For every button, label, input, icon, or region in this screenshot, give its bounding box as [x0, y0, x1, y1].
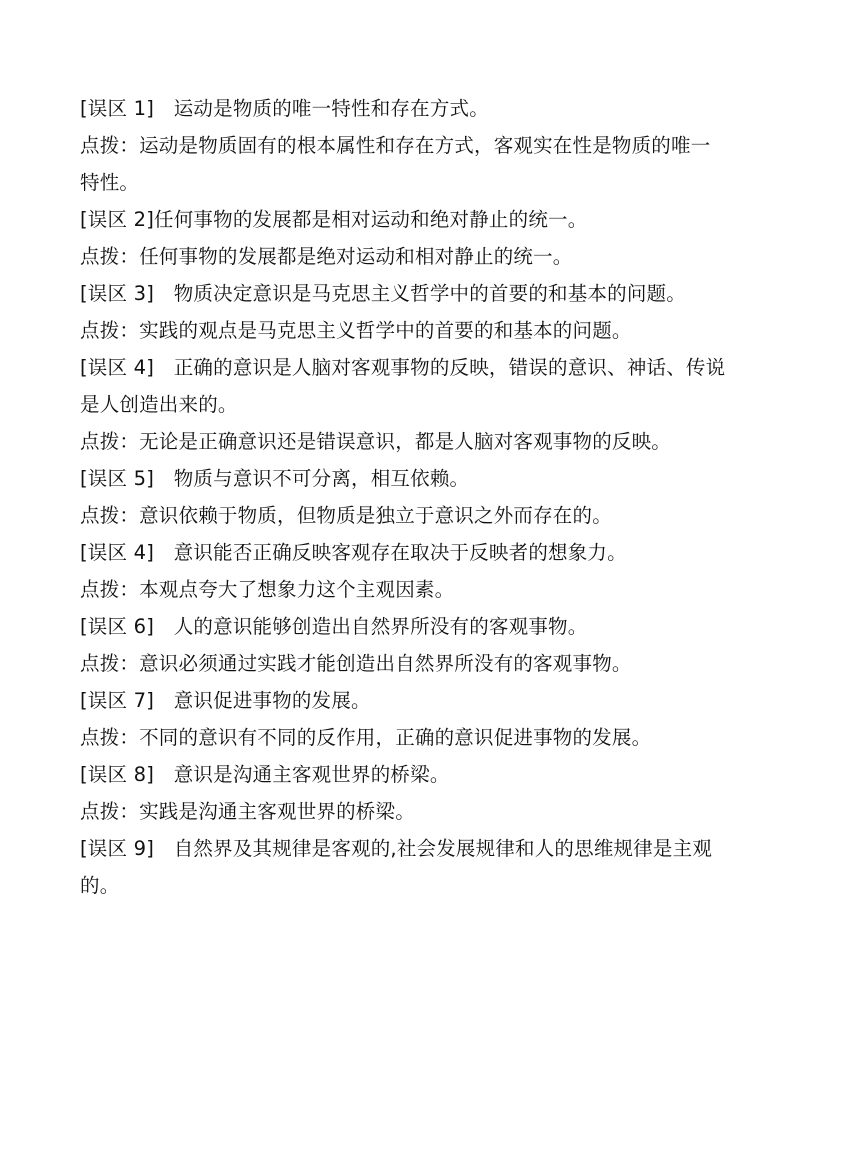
misconception-3-line: [80, 275, 800, 312]
misconception-text: 意识能否正确反映客观存在取决于反映者的想象力。: [173, 541, 627, 564]
misconception-tag: [误区 4]: [80, 541, 155, 564]
hint-5-line: [80, 497, 800, 534]
misconception-text: 的。: [80, 874, 120, 897]
tag-separator: [154, 541, 174, 564]
hint-tag: 点拨：: [80, 504, 140, 527]
hint-tag: 点拨：: [80, 430, 140, 453]
hint-3-line: [80, 312, 800, 349]
misconception-text: 任何事物的发展都是相对运动和绝对静止的统一。: [154, 208, 588, 231]
misconception-text: 意识是沟通主客观世界的桥梁。: [173, 763, 450, 786]
hint-4-line: [80, 423, 800, 460]
hint-6-line: [80, 645, 800, 682]
misconception-text: 运动是物质的唯一特性和存在方式。: [173, 97, 489, 120]
tag-separator: [154, 837, 174, 860]
misconception-text: 物质与意识不可分离，相互依赖。: [173, 467, 470, 490]
hint-1-line: [80, 127, 800, 164]
misconception-tag: [误区 8]: [80, 763, 155, 786]
hint-text: 不同的意识有不同的反作用，正确的意识促进事物的发展。: [139, 726, 652, 749]
misconception-4-continuation: [80, 386, 800, 423]
misconception-8-line: [80, 756, 800, 793]
tag-separator: [154, 689, 174, 712]
hint-tag: 点拨：: [80, 726, 140, 749]
misconception-tag: [误区 1]: [80, 97, 155, 120]
misconception-text: 是人创造出来的。: [80, 393, 238, 416]
misconception-tag: [误区 7]: [80, 689, 155, 712]
misconception-4-line: [80, 349, 800, 386]
tag-separator: [154, 282, 174, 305]
misconception-text: 正确的意识是人脑对客观事物的反映，错误的意识、神话、传说: [173, 356, 726, 379]
hint-tag: 点拨：: [80, 800, 140, 823]
hint-tag: 点拨：: [80, 578, 140, 601]
hint-text: 运动是物质固有的根本属性和存在方式，客观实在性是物质的唯一: [139, 134, 711, 157]
misconception-text: 人的意识能够创造出自然界所没有的客观事物。: [173, 615, 588, 638]
hint-text: 意识必须通过实践才能创造出自然界所没有的客观事物。: [139, 652, 632, 675]
tag-separator: [154, 467, 174, 490]
hint-text: 实践的观点是马克思主义哲学中的首要的和基本的问题。: [139, 319, 632, 342]
hint-text: 实践是沟通主客观世界的桥梁。: [139, 800, 415, 823]
hint-8-line: [80, 793, 800, 830]
hint-7-line: [80, 719, 800, 756]
misconception-9-line: [80, 830, 800, 867]
misconception-4b-line: [80, 534, 800, 571]
misconception-text: 自然界及其规律是客观的,社会发展规律和人的思维规律是主观: [173, 837, 713, 860]
hint-tag: 点拨：: [80, 245, 140, 268]
tag-separator: [154, 97, 174, 120]
misconception-2-line: [80, 201, 800, 238]
misconception-text: 物质决定意识是马克思主义哲学中的首要的和基本的问题。: [173, 282, 686, 305]
misconception-tag: [误区 2]: [80, 208, 155, 231]
misconception-tag: [误区 9]: [80, 837, 155, 860]
hint-tag: 点拨：: [80, 134, 140, 157]
misconception-tag: [误区 6]: [80, 615, 155, 638]
misconception-tag: [误区 3]: [80, 282, 155, 305]
misconception-text: 意识促进事物的发展。: [173, 689, 371, 712]
hint-4b-line: [80, 571, 800, 608]
hint-text: 本观点夸大了想象力这个主观因素。: [139, 578, 455, 601]
hint-2-line: [80, 238, 800, 275]
hint-text: 任何事物的发展都是绝对运动和相对静止的统一。: [139, 245, 573, 268]
misconception-1-line: [80, 90, 800, 127]
misconception-5-line: [80, 460, 800, 497]
hint-text: 特性。: [80, 171, 140, 194]
hint-tag: 点拨：: [80, 319, 140, 342]
misconception-tag: [误区 5]: [80, 467, 155, 490]
hint-text: 意识依赖于物质，但物质是独立于意识之外而存在的。: [139, 504, 612, 527]
tag-separator: [154, 763, 174, 786]
tag-separator: [154, 615, 174, 638]
misconception-7-line: [80, 682, 800, 719]
hint-1-continuation: [80, 164, 800, 201]
hint-tag: 点拨：: [80, 652, 140, 675]
misconception-tag: [误区 4]: [80, 356, 155, 379]
misconception-9-continuation: [80, 867, 800, 904]
hint-text: 无论是正确意识还是错误意识，都是人脑对客观事物的反映。: [139, 430, 672, 453]
tag-separator: [154, 356, 174, 379]
misconception-6-line: [80, 608, 800, 645]
